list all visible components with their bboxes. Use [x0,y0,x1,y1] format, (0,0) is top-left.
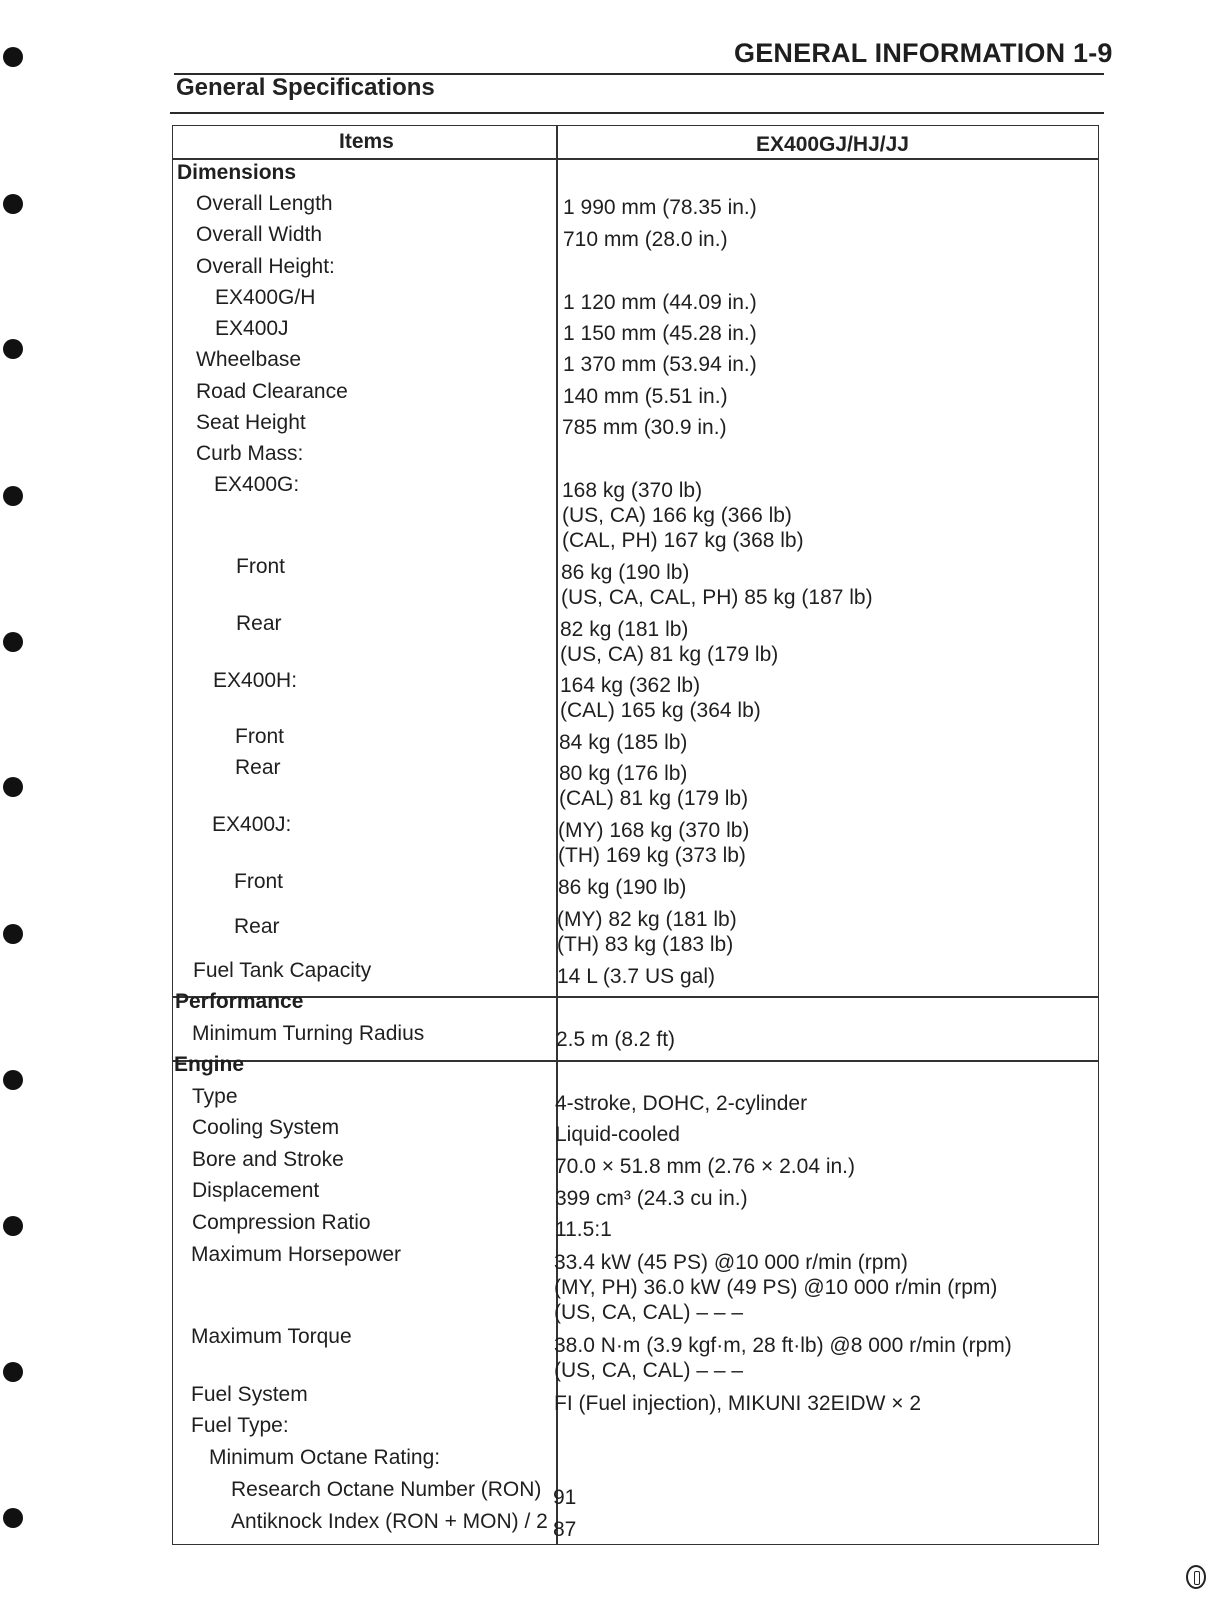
row-label: Cooling System [192,1116,340,1139]
row-label: Rear [235,756,281,779]
row-label: Fuel Type: [191,1414,289,1437]
row-label: Maximum Torque [191,1325,352,1348]
row-label: EX400J [215,317,289,340]
row-value: 1 370 mm (53.94 in.) [563,353,757,376]
row-value: 86 kg (190 lb) (US, CA, CAL, PH) 85 kg (187 lb) [561,561,873,609]
row-value: 140 mm (5.51 in.) [563,385,728,408]
row-label: Front [234,870,284,893]
row-value: (MY) 168 kg (370 lb) (TH) 169 kg (373 lb) [558,819,750,867]
row-value: Liquid-cooled [555,1123,680,1146]
engine-divider [173,1060,1098,1062]
punch-hole-3 [3,339,23,359]
row-value: 80 kg (176 lb) (CAL) 81 kg (179 lb) [559,762,749,810]
row-value: FI (Fuel injection), MIKUNI 32EIDW × 2 [554,1392,922,1415]
header-row-divider [173,158,1098,160]
row-label: EX400G/H [215,286,316,309]
row-label: EX400H: [213,669,298,692]
row-label: Front [236,555,286,578]
row-value: 87 [553,1518,577,1541]
row-label: Type [192,1085,238,1108]
row-value: 710 mm (28.0 in.) [563,228,728,251]
row-label: Curb Mass: [196,442,304,465]
row-label: Performance [175,990,304,1013]
row-value: 14 L (3.7 US gal) [557,965,715,988]
title-rule [170,112,1104,114]
punch-hole-6 [3,777,23,797]
punch-hole-7 [3,924,23,944]
punch-hole-9 [3,1216,23,1236]
row-value: 1 990 mm (78.35 in.) [563,196,757,219]
punch-hole-10 [3,1362,23,1382]
row-value: 33.4 kW (45 PS) @10 000 r/min (rpm) (MY, PH) 36.0 kW (49 PS) @10 000 r/min (rpm) (US, CA, CAL) – – – [554,1251,998,1324]
row-value: 4-stroke, DOHC, 2-cylinder [555,1092,808,1115]
row-label: EX400J: [212,813,292,836]
punch-hole-1 [3,47,23,67]
row-label: Overall Width [196,223,323,246]
row-value: 82 kg (181 lb) (US, CA) 81 kg (179 lb) [560,618,779,666]
row-label: Road Clearance [196,380,348,403]
row-label: Engine [174,1053,245,1076]
performance-divider [173,996,1098,998]
row-value: 168 kg (370 lb) (US, CA) 166 kg (366 lb) (CAL, PH) 167 kg (368 lb) [562,479,804,552]
items-column-header: Items [339,130,394,153]
row-value: 70.0 × 51.8 mm (2.76 × 2.04 in.) [555,1155,856,1178]
row-label: Seat Height [196,411,306,434]
row-value: 164 kg (362 lb) (CAL) 165 kg (364 lb) [560,674,761,722]
row-label: Overall Length [196,192,333,215]
page-title: General Specifications [176,74,435,101]
row-value: 399 cm³ (24.3 cu in.) [555,1187,748,1210]
punch-hole-4 [3,486,23,506]
punch-hole-8 [3,1070,23,1090]
row-value: 84 kg (185 lb) [559,731,688,754]
punch-hole-2 [3,194,23,214]
row-value: 86 kg (190 lb) [558,876,687,899]
model-column-header: EX400GJ/HJ/JJ [756,133,909,156]
row-label: Rear [236,612,282,635]
row-label: Fuel Tank Capacity [193,959,372,982]
row-label: Bore and Stroke [192,1148,344,1171]
row-value: 1 120 mm (44.09 in.) [563,291,757,314]
row-label: Front [235,725,285,748]
row-label: Maximum Horsepower [191,1243,402,1266]
row-label: Minimum Octane Rating: [209,1446,441,1469]
row-label: Minimum Turning Radius [192,1022,425,1045]
section-header: GENERAL INFORMATION 1-9 [734,38,1113,68]
row-label: Dimensions [177,161,297,184]
row-value: 11.5:1 [555,1218,612,1241]
row-value: 1 150 mm (45.28 in.) [563,322,757,345]
row-value: (MY) 82 kg (181 lb) (TH) 83 kg (183 lb) [557,908,737,956]
row-label: Wheelbase [196,348,302,371]
row-label: Rear [234,915,280,938]
row-value: 785 mm (30.9 in.) [562,416,727,439]
corner-scan-mark [1186,1565,1206,1589]
row-label: Research Octane Number (RON) [231,1478,542,1501]
row-value: 91 [553,1486,577,1509]
row-label: Antiknock Index (RON + MON) / 2 [231,1510,548,1533]
row-label: EX400G: [214,473,300,496]
row-label: Fuel System [191,1383,308,1406]
punch-hole-11 [3,1508,23,1528]
row-label: Overall Height: [196,255,335,278]
row-value: 38.0 N·m (3.9 kgf·m, 28 ft·lb) @8 000 r/min (rpm) (US, CA, CAL) – – – [554,1334,1012,1382]
punch-hole-5 [3,632,23,652]
row-value: 2.5 m (8.2 ft) [556,1028,676,1051]
row-label: Compression Ratio [192,1211,371,1234]
row-label: Displacement [192,1179,320,1202]
